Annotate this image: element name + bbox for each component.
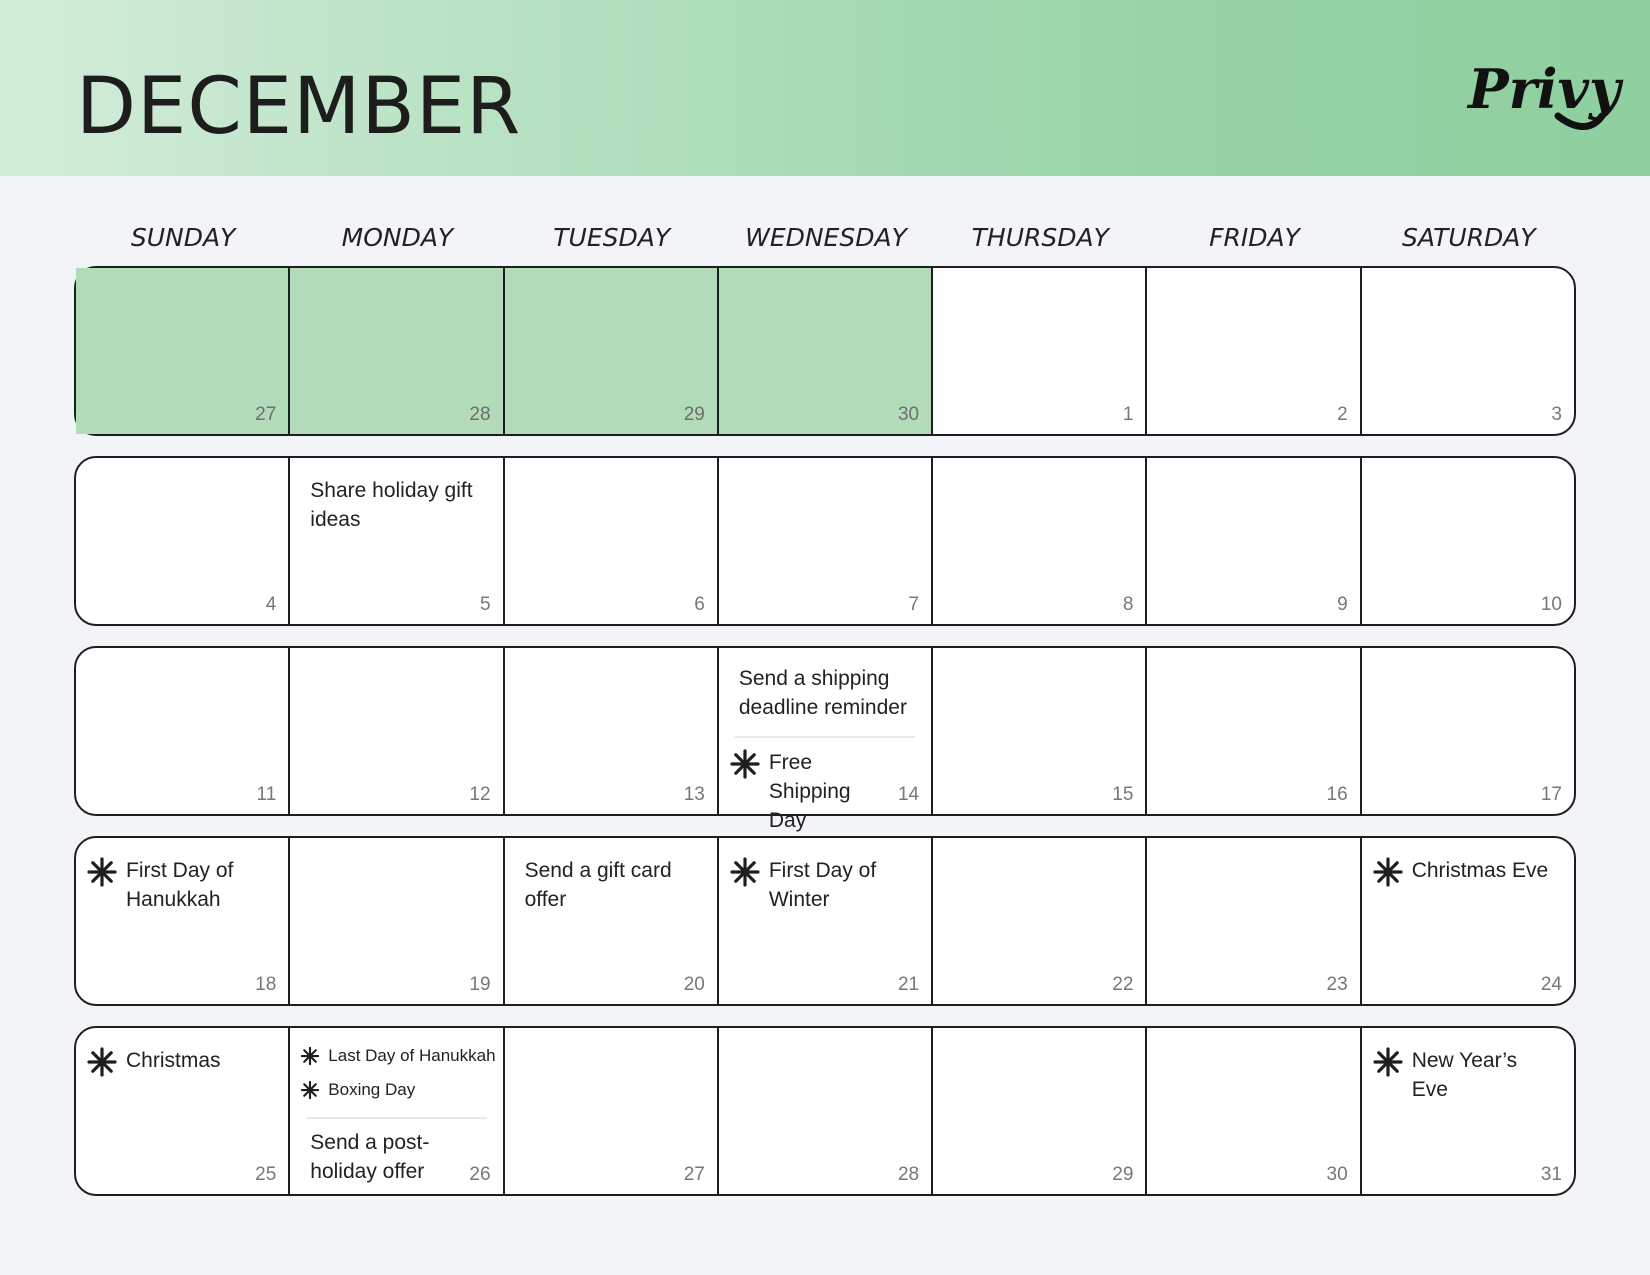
day-number: 28: [469, 404, 491, 425]
day-cell[interactable]: [933, 838, 1147, 1004]
day-number: 27: [683, 1164, 705, 1185]
event-note: Send a post-holiday offer: [310, 1131, 430, 1183]
day-number: 2: [1337, 404, 1348, 425]
asterisk-icon: [1372, 1046, 1404, 1078]
day-number: 4: [265, 594, 277, 615]
day-cell[interactable]: [1147, 458, 1361, 624]
holiday-label: Boxing Day: [328, 1080, 416, 1099]
day-cell[interactable]: [933, 458, 1147, 624]
asterisk-icon: [1372, 856, 1404, 888]
divider: [735, 736, 915, 738]
holiday-entry: [300, 1046, 495, 1066]
day-cell[interactable]: [1362, 648, 1574, 814]
event-note: Share holiday gift ideas: [310, 479, 473, 531]
day-cell[interactable]: [1147, 268, 1361, 434]
holiday-label: Free Shipping Day: [768, 751, 851, 832]
day-cell[interactable]: [719, 458, 933, 624]
day-number: 23: [1326, 974, 1348, 995]
day-cell[interactable]: [1147, 648, 1361, 814]
day-cell[interactable]: [290, 458, 504, 624]
day-cell[interactable]: [290, 1028, 504, 1194]
week-row-5: [74, 1026, 1576, 1196]
weekday-header-row: [76, 218, 1576, 258]
event-note: Send a gift card offer: [524, 859, 672, 911]
day-cell[interactable]: [1147, 1028, 1361, 1194]
day-cell[interactable]: [76, 1028, 290, 1194]
day-number: 28: [897, 1164, 920, 1185]
day-cell[interactable]: [1362, 458, 1574, 624]
day-number: 22: [1112, 974, 1134, 995]
privy-logo: [1466, 52, 1621, 138]
day-cell[interactable]: [933, 268, 1147, 434]
day-cell[interactable]: [719, 268, 933, 434]
day-number: 16: [1326, 784, 1348, 805]
day-number: 29: [683, 404, 705, 425]
day-number: 24: [1540, 974, 1562, 995]
event-note: Send a shipping deadline reminder: [738, 667, 907, 719]
week-row-2: [74, 456, 1576, 626]
day-number: 12: [469, 784, 491, 805]
day-cell[interactable]: [290, 838, 504, 1004]
day-number: 19: [469, 974, 491, 995]
svg-text:Privy: Privy: [1468, 57, 1621, 121]
day-number: 14: [897, 784, 920, 805]
header-banner: [0, 0, 1650, 176]
asterisk-icon: [300, 1046, 320, 1066]
day-cell[interactable]: [719, 648, 933, 832]
day-number: 3: [1551, 404, 1562, 425]
day-number: 10: [1540, 594, 1562, 615]
day-cell[interactable]: [290, 268, 504, 434]
day-cell[interactable]: [1362, 838, 1574, 1004]
day-number: 20: [683, 974, 705, 995]
asterisk-icon: [86, 1046, 118, 1078]
day-cell[interactable]: [505, 838, 719, 1004]
day-number: 8: [1122, 594, 1134, 615]
day-cell[interactable]: [505, 268, 719, 434]
day-cell[interactable]: [933, 1028, 1147, 1194]
day-cell[interactable]: [290, 648, 504, 814]
day-cell[interactable]: [76, 458, 290, 624]
day-cell[interactable]: [719, 838, 933, 1004]
day-cell[interactable]: [76, 268, 290, 434]
day-cell[interactable]: [933, 648, 1147, 814]
day-cell[interactable]: [1362, 268, 1574, 434]
day-number: 7: [908, 594, 920, 615]
day-number: 27: [255, 404, 277, 425]
day-number: 15: [1112, 784, 1134, 805]
weekday-label: MONDAY: [341, 223, 454, 252]
day-number: 6: [694, 594, 705, 615]
holiday-label: Last Day of Hanukkah: [328, 1046, 496, 1065]
day-number: 1: [1122, 404, 1134, 425]
month-title: DECEMBER: [76, 62, 522, 152]
day-number: 17: [1540, 784, 1562, 805]
asterisk-icon: [729, 856, 761, 888]
weekday-label: FRIDAY: [1209, 223, 1300, 252]
asterisk-icon: [300, 1080, 320, 1100]
day-number: 26: [469, 1164, 491, 1185]
asterisk-icon: [729, 748, 761, 780]
holiday-entry: [86, 856, 278, 914]
divider: [306, 1117, 486, 1119]
holiday-entry: [729, 856, 921, 914]
day-cell[interactable]: [1362, 1028, 1574, 1194]
day-cell[interactable]: [505, 1028, 719, 1194]
holiday-entry: [729, 748, 891, 835]
day-cell[interactable]: [505, 458, 719, 624]
day-number: 25: [255, 1164, 277, 1185]
day-cell[interactable]: [1147, 838, 1361, 1004]
day-number: 30: [897, 404, 920, 425]
day-number: 18: [255, 974, 277, 995]
asterisk-icon: [86, 856, 118, 888]
weekday-label: TUESDAY: [553, 223, 671, 252]
holiday-entry: [86, 1046, 278, 1078]
holiday-label: Christmas Eve: [1411, 859, 1549, 882]
week-row-3: [74, 646, 1576, 832]
day-number: 30: [1326, 1164, 1348, 1185]
day-number: 29: [1112, 1164, 1134, 1185]
holiday-entry: [300, 1080, 415, 1100]
holiday-entry: [1372, 1046, 1534, 1104]
weekday-label: WEDNESDAY: [745, 223, 907, 252]
week-row-4: [74, 836, 1576, 1006]
holiday-label: Christmas: [126, 1049, 221, 1072]
holiday-label: First Day of Hanukkah: [126, 859, 234, 911]
day-number: 31: [1540, 1164, 1562, 1185]
day-number: 21: [897, 974, 920, 995]
weekday-label: SATURDAY: [1401, 223, 1536, 252]
week-row-1: [74, 266, 1576, 436]
day-number: 5: [479, 594, 491, 615]
day-cell[interactable]: [76, 838, 290, 1004]
holiday-label: First Day of Winter: [768, 859, 877, 911]
day-cell[interactable]: [76, 648, 290, 814]
holiday-label: New Year’s Eve: [1411, 1049, 1518, 1101]
holiday-entry: [1372, 856, 1564, 888]
day-number: 13: [683, 784, 705, 805]
weekday-label: SUNDAY: [130, 223, 236, 252]
day-number: 11: [256, 784, 277, 805]
weekday-label: THURSDAY: [971, 223, 1109, 252]
day-cell[interactable]: [719, 1028, 933, 1194]
day-cell[interactable]: [505, 648, 719, 814]
day-number: 9: [1337, 594, 1348, 615]
